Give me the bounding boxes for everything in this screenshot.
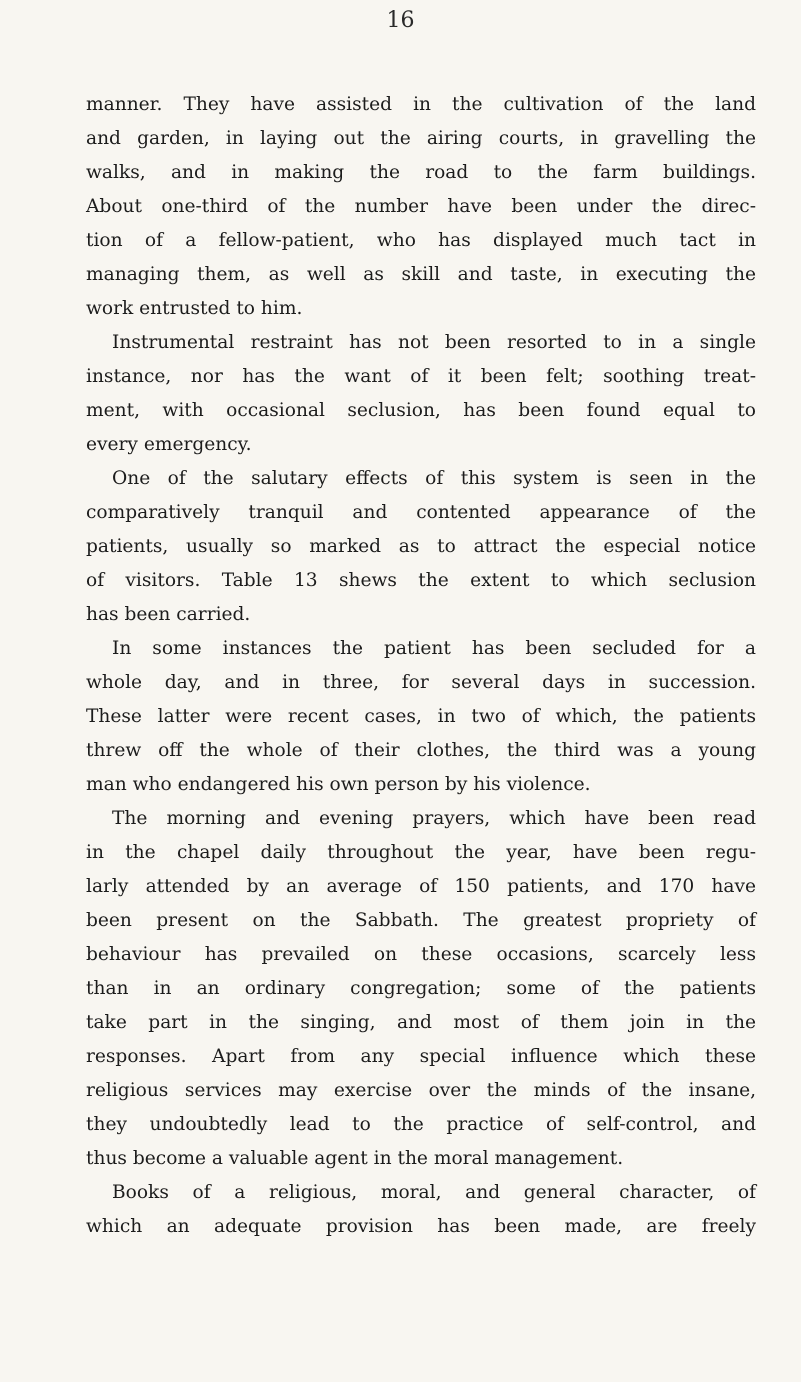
text-line: religious services may exercise over the minds of the insane,: [86, 1080, 756, 1101]
text-line: These latter were recent cases, in two of which, the patients: [86, 706, 756, 727]
text-line: About one-third of the number have been under the direc-: [86, 196, 756, 217]
paragraph-3: [86, 462, 756, 632]
text-line: of visitors. Table 13 shews the extent to which seclusion: [86, 570, 756, 591]
text-line: in the chapel daily throughout the year, have been regu-: [86, 842, 756, 863]
body-text: [86, 88, 756, 1244]
paragraph-1: [86, 88, 756, 326]
text-line: whole day, and in three, for several days in succession.: [86, 672, 756, 693]
text-line: tion of a fellow-patient, who has displayed much tact in: [86, 230, 756, 251]
text-line: In some instances the patient has been secluded for a: [112, 638, 756, 659]
page-number: 16: [386, 8, 415, 33]
text-line: One of the salutary effects of this system is seen in the: [112, 468, 756, 489]
text-line: responses. Apart from any special influence which these: [86, 1046, 756, 1067]
text-line: walks, and in making the road to the farm buildings.: [86, 162, 756, 183]
paragraph-4: [86, 632, 756, 802]
text-line: they undoubtedly lead to the practice of self-control, and: [86, 1114, 756, 1135]
text-line: instance, nor has the want of it been felt; soothing treat-: [86, 366, 756, 387]
text-line: Books of a religious, moral, and general character, of: [112, 1182, 756, 1203]
paragraph-6: [86, 1176, 756, 1244]
text-line: ment, with occasional seclusion, has been found equal to: [86, 400, 756, 421]
text-line: work entrusted to him.: [86, 298, 303, 319]
paragraph-5: [86, 802, 756, 1176]
text-line: comparatively tranquil and contented appearance of the: [86, 502, 756, 523]
paragraph-2: [86, 326, 756, 462]
text-line: patients, usually so marked as to attract the especial notice: [86, 536, 756, 557]
text-line: managing them, as well as skill and taste, in executing the: [86, 264, 756, 285]
text-line: and garden, in laying out the airing courts, in gravelling the: [86, 128, 756, 149]
text-line: Instrumental restraint has not been resorted to in a single: [112, 332, 756, 353]
text-line: The morning and evening prayers, which have been read: [112, 808, 756, 829]
text-line: take part in the singing, and most of them join in the: [86, 1012, 756, 1033]
text-line: which an adequate provision has been made, are freely: [86, 1216, 756, 1237]
text-line: has been carried.: [86, 604, 251, 625]
text-line: every emergency.: [86, 434, 252, 455]
text-line: than in an ordinary congregation; some of the patients: [86, 978, 756, 999]
text-line: larly attended by an average of 150 patients, and 170 have: [86, 876, 756, 897]
text-line: threw off the whole of their clothes, the third was a young: [86, 740, 756, 761]
text-line: man who endangered his own person by his violence.: [86, 774, 591, 795]
text-line: thus become a valuable agent in the moral management.: [86, 1148, 624, 1169]
text-line: manner. They have assisted in the cultivation of the land: [86, 94, 756, 115]
text-line: behaviour has prevailed on these occasions, scarcely less: [86, 944, 756, 965]
text-line: been present on the Sabbath. The greatest propriety of: [86, 910, 756, 931]
